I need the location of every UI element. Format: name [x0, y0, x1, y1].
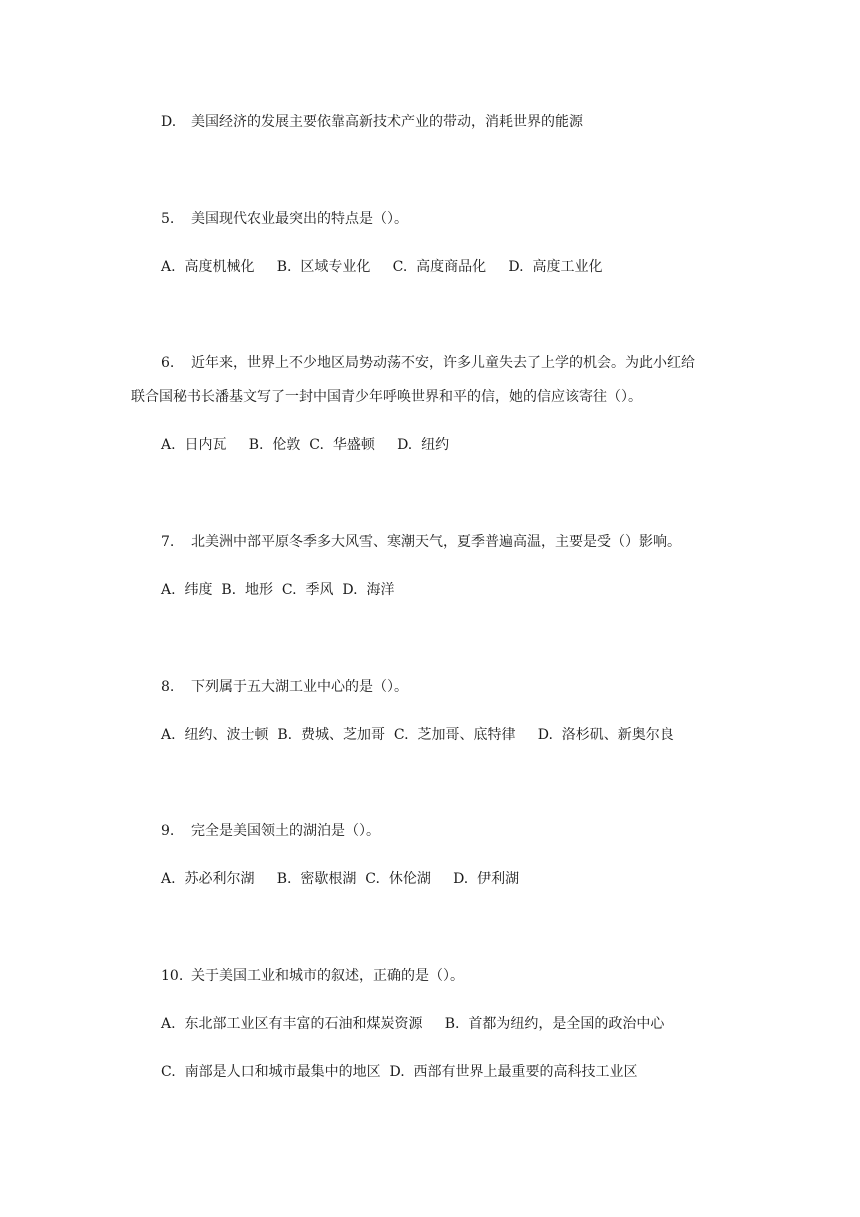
- question-9: [161, 821, 380, 841]
- question-text: 完全是美国领土的湖泊是（）。: [191, 823, 380, 839]
- option-label: D.: [161, 114, 177, 130]
- question-number: 6.: [161, 355, 175, 371]
- question-8: [161, 677, 408, 697]
- question-10-options-ab: A. 东北部工业区有丰富的石油和煤炭资源 B. 首都为纽约，是全国的政治中心: [161, 1016, 665, 1032]
- option-text: 美国经济的发展主要依靠高新技术产业的带动，消耗世界的能源: [191, 114, 583, 130]
- question-text: 北美洲中部平原冬季多大风雪、寒潮天气，夏季普遍高温，主要是受（）影响。: [191, 534, 681, 550]
- question-7: [161, 532, 681, 552]
- question-number: 5.: [161, 211, 175, 227]
- question-number: 7.: [161, 534, 175, 550]
- question-6: [161, 353, 695, 373]
- question-number: 8.: [161, 679, 175, 695]
- question-9-options: A. 苏必利尔湖 B. 密歇根湖 C. 休伦湖 D. 伊利湖: [161, 871, 520, 887]
- question-5: [161, 209, 408, 229]
- question-text: 下列属于五大湖工业中心的是（）。: [191, 679, 408, 695]
- option-d-line: [161, 112, 583, 132]
- question-8-options: A. 纽约、波士顿 B. 费城、芝加哥 C. 芝加哥、底特律 D. 洛杉矶、新奥尔良: [161, 727, 674, 743]
- question-text: 关于美国工业和城市的叙述，正确的是（）。: [191, 968, 464, 984]
- question-10: [161, 966, 464, 986]
- question-5-options: A. 高度机械化 B. 区域专业化 C. 高度商品化 D. 高度工业化: [161, 259, 603, 275]
- question-7-options: A. 纬度 B. 地形 C. 季风 D. 海洋: [161, 582, 395, 598]
- question-number: 9.: [161, 823, 175, 839]
- question-6-options: A. 日内瓦 B. 伦敦 C. 华盛顿 D. 纽约: [161, 437, 450, 453]
- question-text: 近年来，世界上不少地区局势动荡不安，许多儿童失去了上学的机会。为此小红给: [191, 355, 695, 371]
- question-6-continuation: 联合国秘书长潘基文写了一封中国青少年呼唤世界和平的信，她的信应该寄往（）。: [131, 389, 642, 405]
- question-number: 10.: [161, 968, 184, 984]
- question-text: 美国现代农业最突出的特点是（）。: [191, 211, 408, 227]
- question-10-options-cd: C. 南部是人口和城市最集中的地区 D. 西部有世界上最重要的高科技工业区: [161, 1064, 638, 1080]
